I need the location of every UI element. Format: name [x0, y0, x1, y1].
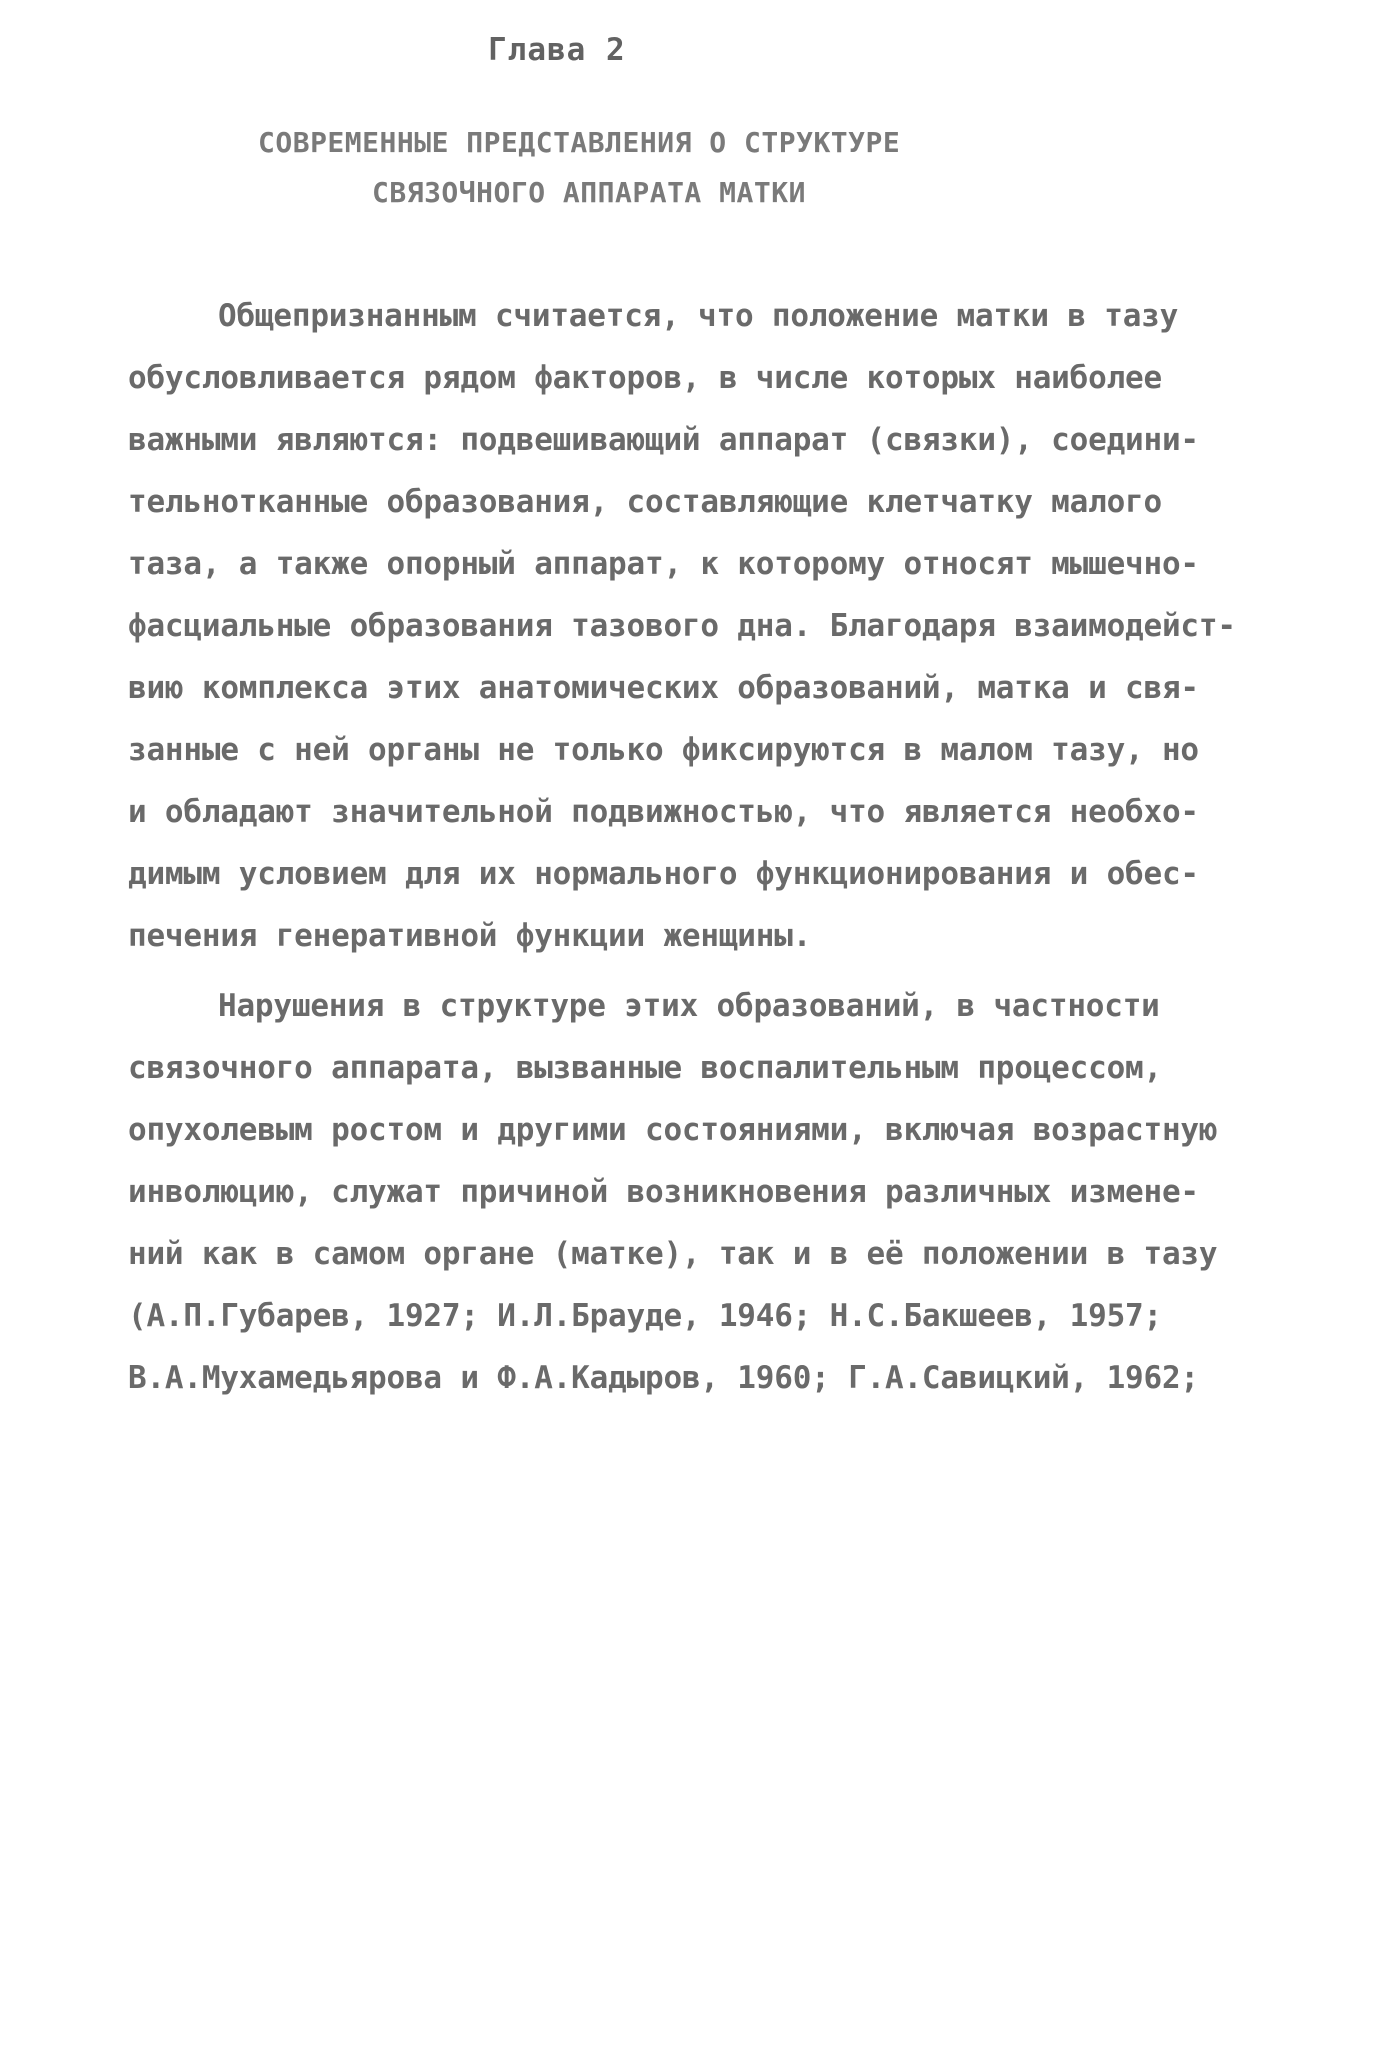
paragraph-1-line: занные с ней органы не только фиксируются в малом тазу, но — [128, 732, 1199, 768]
paragraph-2-line: В.А.Мухамедьярова и Ф.А.Кадыров, 1960; Г.А.Савицкий, 1962; — [128, 1360, 1199, 1396]
paragraph-1-line: важными являются: подвешивающий аппарат (связки), соедини- — [128, 422, 1199, 458]
paragraph-1-line: вию комплекса этих анатомических образований, матка и свя- — [128, 670, 1199, 706]
paragraph-2-line: ний как в самом органе (матке), так и в её положении в тазу — [128, 1236, 1218, 1272]
paragraph-1-line: тельнотканные образования, составляющие клетчатку малого — [128, 484, 1162, 520]
chapter-title-line-1: СОВРЕМЕННЫЕ ПРЕДСТАВЛЕНИЯ О СТРУКТУРЕ — [258, 126, 901, 159]
paragraph-1-line: Общепризнанным считается, что положение матки в тазу — [218, 298, 1179, 334]
chapter-heading: Глава 2 — [488, 32, 626, 68]
paragraph-1-line: обусловливается рядом факторов, в числе которых наиболее — [128, 360, 1162, 396]
paragraph-2-line: (А.П.Губарев, 1927; И.Л.Брауде, 1946; Н.С.Бакшеев, 1957; — [128, 1298, 1162, 1334]
paragraph-1-line: таза, а также опорный аппарат, к которому относят мышечно- — [128, 546, 1199, 582]
paragraph-1-line: димым условием для их нормального функционирования и обес- — [128, 856, 1199, 892]
paragraph-1-line: печения генеративной функции женщины. — [128, 918, 812, 954]
paragraph-2-line: инволюцию, служат причиной возникновения различных измене- — [128, 1174, 1199, 1210]
paragraph-2-line: опухолевым ростом и другими состояниями, включая возрастную — [128, 1112, 1218, 1148]
paragraph-2-line: Нарушения в структуре этих образований, в частности — [218, 988, 1160, 1024]
paragraph-1-line: фасциальные образования тазового дна. Благодаря взаимодейст- — [128, 608, 1236, 644]
paragraph-2-line: связочного аппарата, вызванные воспалительным процессом, — [128, 1050, 1162, 1086]
chapter-title-line-2: СВЯЗОЧНОГО АППАРАТА МАТКИ — [372, 176, 806, 209]
paragraph-1-line: и обладают значительной подвижностью, что является необхо- — [128, 794, 1199, 830]
